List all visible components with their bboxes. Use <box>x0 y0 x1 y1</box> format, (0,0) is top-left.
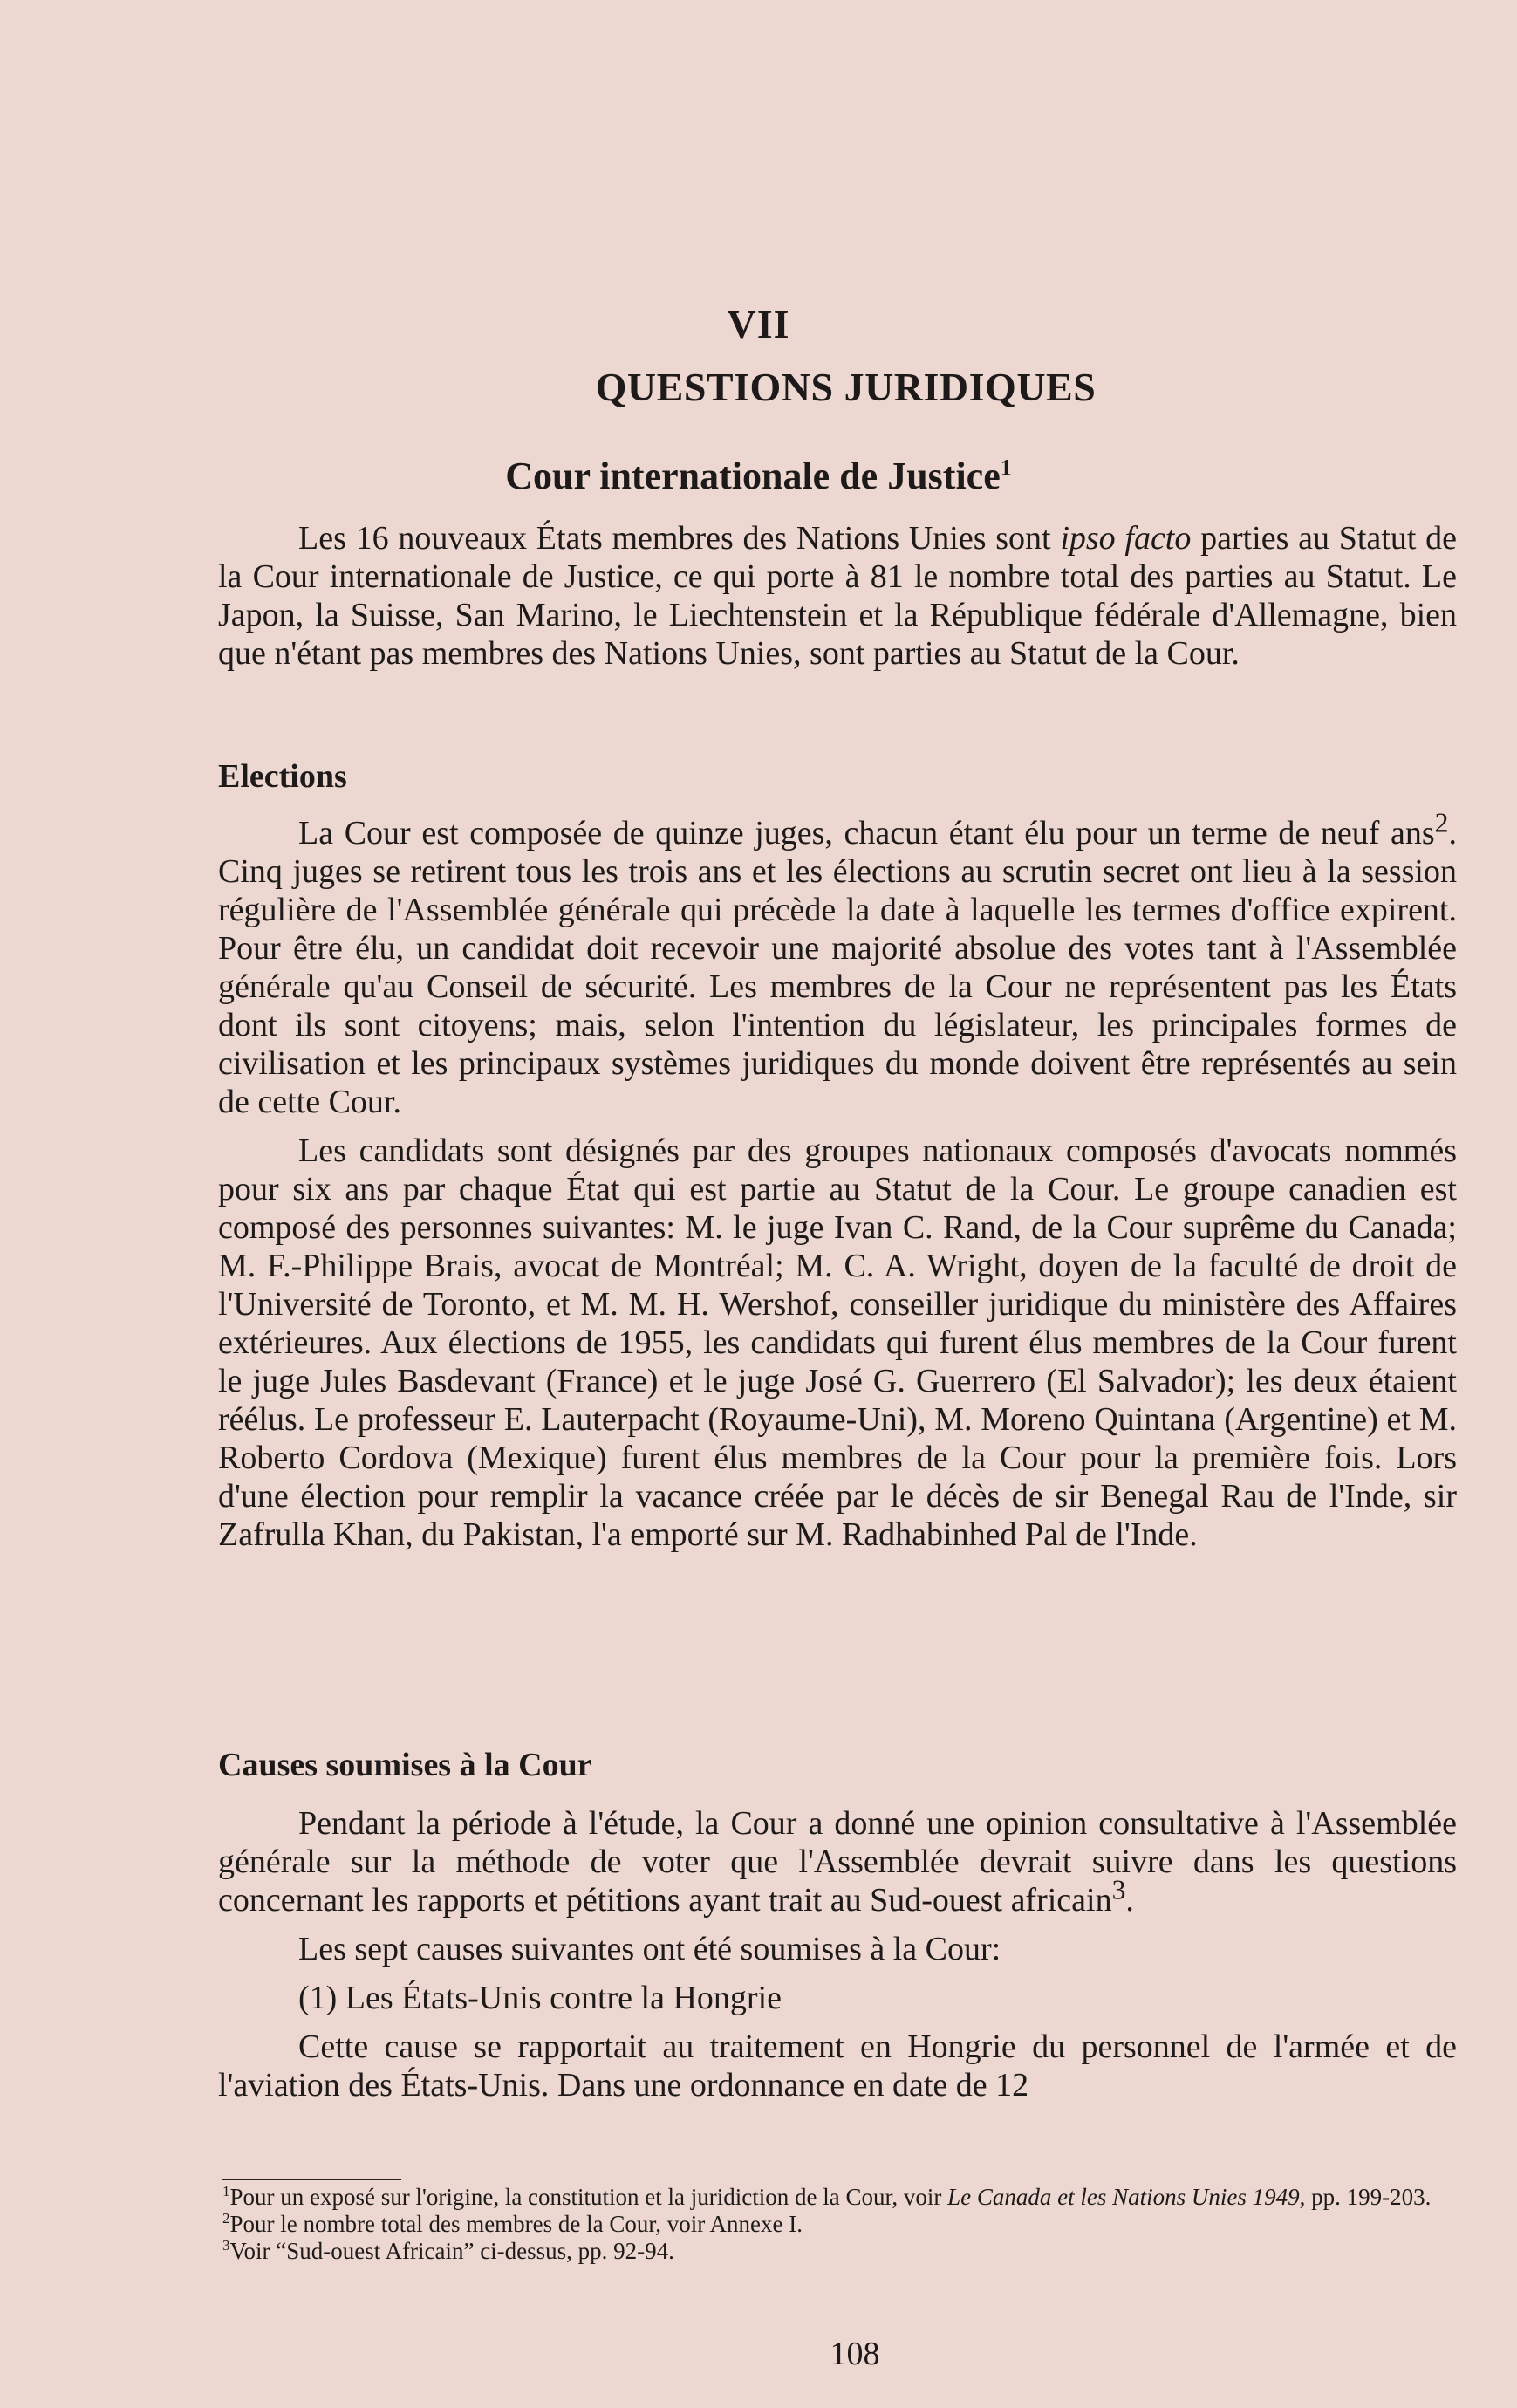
footnote-divider <box>222 2179 401 2180</box>
footnote-ref-1: 1 <box>1000 455 1012 481</box>
causes-paragraph-1 <box>218 1804 1457 1919</box>
chapter-number: VII <box>727 302 790 346</box>
footnote-2-text: Pour le nombre total des membres de la Cour, voir Annexe I. <box>229 2211 803 2237</box>
footnote-ref-3: 3 <box>1111 1874 1126 1905</box>
intro-paragraph <box>218 519 1457 673</box>
page-number: 108 <box>830 2336 880 2372</box>
section-title: QUESTIONS JURIDIQUES <box>595 365 1097 409</box>
intro-paragraph-block <box>218 519 1457 673</box>
causes-p1-end: . <box>1125 1882 1134 1919</box>
subsection-title-text: Cour internationale de Justice <box>505 455 1001 497</box>
intro-text-start: Les 16 nouveaux États membres des Nations Unies sont <box>298 520 1061 557</box>
footnote-3-text: Voir “Sud-ouest Africain” ci-dessus, pp. 92-94. <box>229 2238 674 2264</box>
footnote-3-marker: 3 <box>222 2237 230 2254</box>
footnote-2 <box>222 2211 1470 2238</box>
elections-p1-start: La Cour est composée de quinze juges, chacun étant élu pour un terme de neuf ans <box>298 815 1435 852</box>
causes-paragraph-2: Les sept causes suivantes ont été soumises à la Cour: <box>298 1931 1001 1967</box>
elections-paragraph-1 <box>218 807 1457 1121</box>
footnote-1-pages: , pp. 199-203. <box>1299 2184 1432 2210</box>
subsection-title <box>0 454 1517 498</box>
causes-item-1: (1) Les États-Unis contre la Hongrie <box>298 1980 782 2016</box>
intro-italic: ipso facto <box>1060 520 1192 557</box>
causes-heading: Causes soumises à la Cour <box>218 1747 592 1783</box>
footnote-1 <box>222 2184 1470 2211</box>
footnote-3 <box>222 2238 1470 2265</box>
intro-text-end: parties au Statut de la Cour internationale de Justice, ce qui porte à 81 le nombre total des parties au Statut. Le Japon, la Suisse, San Marino, le Liechtenstein et la République fédérale d'Allemagne, bien que n'étant pas membres des Nations Unies, sont parties au Statut de la Cour. <box>218 520 1457 672</box>
elections-heading: Elections <box>218 758 347 795</box>
causes-p1-start: Pendant la période à l'étude, la Cour a donné une opinion consultative à l'Assemblée générale sur la méthode de voter que l'Assemblée devrait suivre dans les questions concernant les rapports et pétitions ayant trait au Sud-ouest africain <box>218 1805 1457 1919</box>
footnote-1-text: Pour un exposé sur l'origine, la constitution et la juridiction de la Cour, voir <box>229 2184 948 2210</box>
footnote-1-marker: 1 <box>222 2183 230 2199</box>
causes-paragraph-3: Cette cause se rapportait au traitement en Hongrie du personnel de l'armée et de l'aviation des États-Unis. Dans une ordonnance en date de 12 <box>218 2028 1457 2104</box>
elections-p1-end: . Cinq juges se retirent tous les trois ans et les élections au scrutin secret ont lieu à la session régulière de l'Assemblée générale qui précède la date à laquelle les termes d'office expirent. Pour être élu, un candidat doit recevoir une majorité absolue des votes tant à l'Assemblée générale qu'au Conseil de sécurité. Les membres de la Cour ne représentent pas les États dont ils sont citoyens; mais, selon l'intention du législateur, les principales formes de civilisation et les principaux systèmes juridiques du monde doivent être représentés au sein de cette Cour. <box>218 815 1457 1120</box>
elections-paragraph-2: Les candidats sont désignés par des groupes nationaux composés d'avocats nommés pour six ans par chaque État qui est partie au Statut de la Cour. Le groupe canadien est composé des personnes suivantes: M. le juge Ivan C. Rand, de la Cour suprême du Canada; M. F.-Philippe Brais, avocat de Montréal; M. C. A. Wright, doyen de la faculté de droit de l'Université de Toronto, et M. M. H. Wershof, conseiller juridique du ministère des Affaires extérieures. Aux élections de 1955, les candidats qui furent élus membres de la Cour furent le juge Jules Basdevant (France) et le juge José G. Guerrero (El Salvador); les deux étaient réélus. Le professeur E. Lauterpacht (Royaume-Uni), M. Moreno Quintana (Argentine) et M. Roberto Cordova (Mexique) furent élus membres de la Cour pour la première fois. Lors d'une élection pour remplir la vacance créée par le décès de sir Benegal Rau de l'Inde, sir Zafrulla Khan, du Pakistan, l'a emporté sur M. Radhabinhed Pal de l'Inde. <box>218 1132 1457 1553</box>
footnote-2-marker: 2 <box>222 2210 230 2227</box>
elections-block <box>218 807 1457 1554</box>
footnote-ref-2: 2 <box>1434 807 1449 838</box>
causes-block <box>218 1804 1457 2104</box>
footnote-1-italic: Le Canada et les Nations Unies 1949 <box>947 2184 1300 2210</box>
footnotes <box>222 2184 1470 2265</box>
